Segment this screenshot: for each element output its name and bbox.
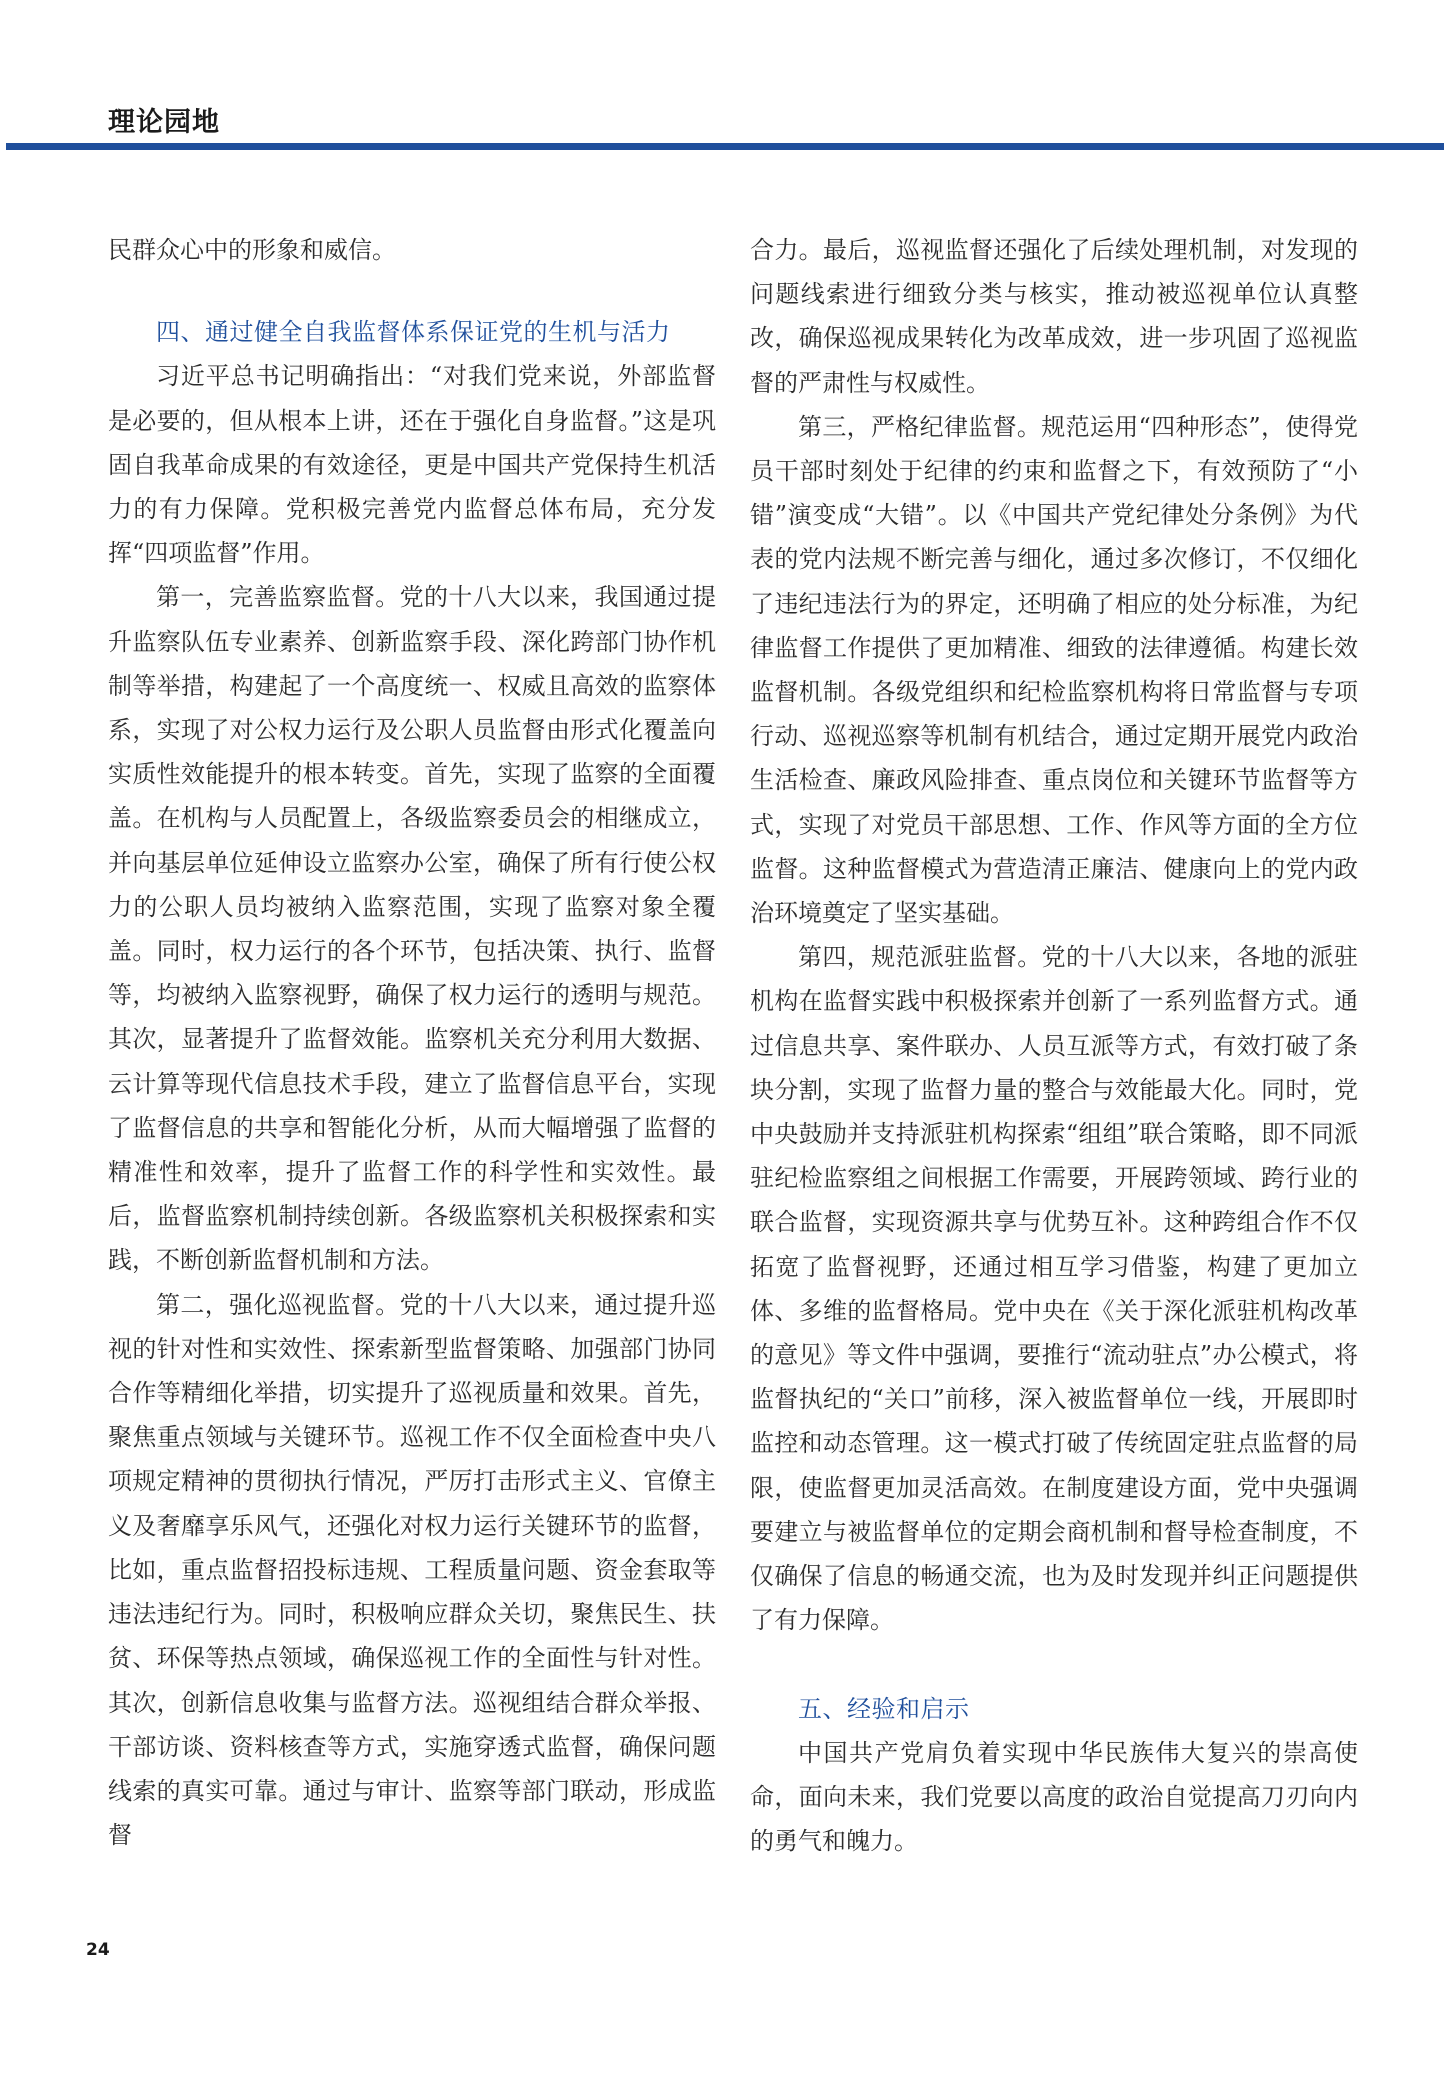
- header-rule: [6, 143, 1444, 150]
- paragraph-continuation: 合力。最后，巡视监督还强化了后续处理机制，对发现的问题线索进行细致分类与核实，推动被巡视单位认真整改，确保巡视成果转化为改革成效，进一步巩固了巡视监督的严肃性与权威性。: [750, 236, 1358, 397]
- section-title: 理论园地: [108, 107, 220, 138]
- spacer: [108, 272, 716, 310]
- spacer: [750, 1643, 1358, 1687]
- left-column: [108, 228, 716, 1857]
- paragraph-intro: 习近平总书记明确指出：“对我们党来说，外部监督是必要的，但从根本上讲，还在于强化自身监督。”这是巩固自我革命成果的有效途径，更是中国共产党保持生机活力的有力保障。党积极完善党内监督总体布局，充分发挥“四项监督”作用。: [108, 362, 716, 568]
- paragraph-conclusion: 中国共产党肩负着实现中华民族伟大复兴的崇高使命，面向未来，我们党要以高度的政治自觉提高刀刃向内的勇气和魄力。: [750, 1738, 1358, 1856]
- right-column: [750, 228, 1358, 1863]
- paragraph-supervision-2: 第二，强化巡视监督。党的十八大以来，通过提升巡视的针对性和实效性、探索新型监督策略、加强部门协同合作等精细化举措，切实提升了巡视质量和效果。首先，聚焦重点领域与关键环节。巡视工作不仅全面检查中央八项规定精神的贯彻执行情况，严厉打击形式主义、官僚主义及奢靡享乐风气，还强化对权力运行关键环节的监督，比如，重点监督招投标违规、工程质量问题、资金套取等违法违纪行为。同时，积极响应群众关切，聚焦民生、扶贫、环保等热点领域，确保巡视工作的全面性与针对性。其次，创新信息收集与监督方法。巡视组结合群众举报、干部访谈、资料核查等方式，实施穿透式监督，确保问题线索的真实可靠。通过与审计、监察等部门联动，形成监督: [108, 1290, 716, 1850]
- paragraph-supervision-4: 第四，规范派驻监督。党的十八大以来，各地的派驻机构在监督实践中积极探索并创新了一系列监督方式。通过信息共享、案件联办、人员互派等方式，有效打破了条块分割，实现了监督力量的整合与效能最大化。同时，党中央鼓励并支持派驻机构探索“组组”联合策略，即不同派驻纪检监察组之间根据工作需要，开展跨领域、跨行业的联合监督，实现资源共享与优势互补。这种跨组合作不仅拓宽了监督视野，还通过相互学习借鉴，构建了更加立体、多维的监督格局。党中央在《关于深化派驻机构改革的意见》等文件中强调，要推行“流动驻点”办公模式，将监督执纪的“关口”前移，深入被监督单位一线，开展即时监控和动态管理。这一模式打破了传统固定驻点监督的局限，使监督更加灵活高效。在制度建设方面，党中央强调要建立与被监督单位的定期会商机制和督导检查制度，不仅确保了信息的畅通交流，也为及时发现并纠正问题提供了有力保障。: [750, 943, 1358, 1635]
- paragraph-supervision-3: 第三，严格纪律监督。规范运用“四种形态”，使得党员干部时刻处于纪律的约束和监督之下，有效预防了“小错”演变成“大错”。以《中国共产党纪律处分条例》为代表的党内法规不断完善与细化，通过多次修订，不仅细化了违纪违法行为的界定，还明确了相应的处分标准，为纪律监督工作提供了更加精准、细致的法律遵循。构建长效监督机制。各级党组织和纪检监察机构将日常监督与专项行动、巡视巡察等机制有机结合，通过定期开展党内政治生活检查、廉政风险排查、重点岗位和关键环节监督等方式，实现了对党员干部思想、工作、作风等方面的全方位监督。这种监督模式为营造清正廉洁、健康向上的党内政治环境奠定了坚实基础。: [750, 412, 1358, 928]
- section-heading-4: 四、通过健全自我监督体系保证党的生机与活力: [156, 318, 671, 347]
- paragraph-continuation: 民群众心中的形象和威信。: [108, 236, 396, 264]
- page-number: 24: [86, 1940, 110, 1960]
- section-heading-5: 五、经验和启示: [798, 1694, 970, 1723]
- paragraph-supervision-1: 第一，完善监察监督。党的十八大以来，我国通过提升监察队伍专业素养、创新监察手段、深化跨部门协作机制等举措，构建起了一个高度统一、权威且高效的监察体系，实现了对公权力运行及公职人员监督由形式化覆盖向实质性效能提升的根本转变。首先，实现了监察的全面覆盖。在机构与人员配置上，各级监察委员会的相继成立，并向基层单位延伸设立监察办公室，确保了所有行使公权力的公职人员均被纳入监察范围，实现了监察对象全覆盖。同时，权力运行的各个环节，包括决策、执行、监督等，均被纳入监察视野，确保了权力运行的透明与规范。其次，显著提升了监督效能。监察机关充分利用大数据、云计算等现代信息技术手段，建立了监督信息平台，实现了监督信息的共享和智能化分析，从而大幅增强了监督的精准性和效率，提升了监督工作的科学性和实效性。最后，监督监察机制持续创新。各级监察机关积极探索和实践，不断创新监督机制和方法。: [108, 583, 716, 1275]
